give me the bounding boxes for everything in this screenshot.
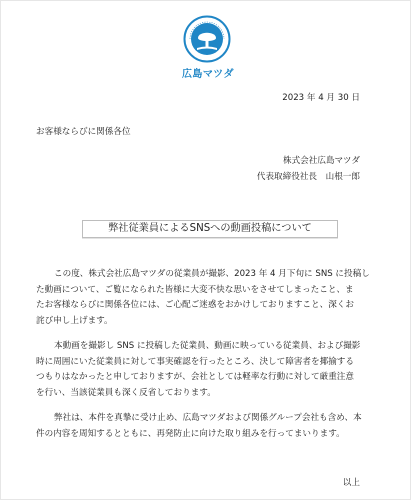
logo-wordmark: 広島マツダ	[181, 69, 235, 80]
paragraph-line: 本動画を撮影し SNS に投稿した従業員、動画に映っている従業員、および撮影	[54, 341, 361, 351]
paragraph-line: 詫び申し上げます。	[36, 315, 113, 326]
sender-company: 株式会社広島マツダ	[282, 156, 360, 166]
sender-representative: 代表取締役社長 山根一郎	[256, 172, 360, 182]
paragraph-line: を行い、当該従業員も深く反省しております。	[36, 387, 216, 398]
paragraph-line: 件の内容を周知するとともに、再発防止に向けた取り組みを行ってまいります。	[36, 428, 345, 439]
company-logo	[167, 15, 249, 87]
title-divider	[82, 238, 338, 239]
closing-mark: 以上	[342, 478, 360, 488]
paragraph-investigation	[36, 339, 386, 401]
paragraph-line: 時に周囲にいた従業員に対して事実確認を行ったところ、決して障害者を揶揄する	[36, 356, 354, 367]
paragraph-apology	[36, 267, 386, 329]
paragraph-line: た動画について、ご覧になられた皆様に大変不快な思いをさせてしまったこと、ま	[36, 284, 354, 295]
paragraph-line: つもりはなかったと申しておりますが、会社としては軽率な行動に対して厳重注意	[36, 372, 354, 383]
paragraph-line: 弊社は、本件を真摯に受け止め、広島マツダおよび関係グループ会社も含め、本	[54, 413, 362, 423]
letter-title: 弊社従業員によるSNSへの動画投稿について	[82, 220, 338, 238]
paragraph-prevention	[36, 411, 386, 442]
hiroshima-mazda-emblem-icon	[183, 15, 231, 63]
paragraph-line: たお客様ならびに関係各位には、ご心配ご迷惑をおかけしておりますこと、深くお	[36, 300, 354, 311]
paragraph-line: この度、株式会社広島マツダの従業員が撮影、2023 年 4 月下旬に SNS に投稿し	[54, 269, 370, 279]
letter-date: 2023 年 4 月 30 日	[282, 93, 360, 103]
addressee: お客様ならびに関係各位	[36, 127, 131, 137]
